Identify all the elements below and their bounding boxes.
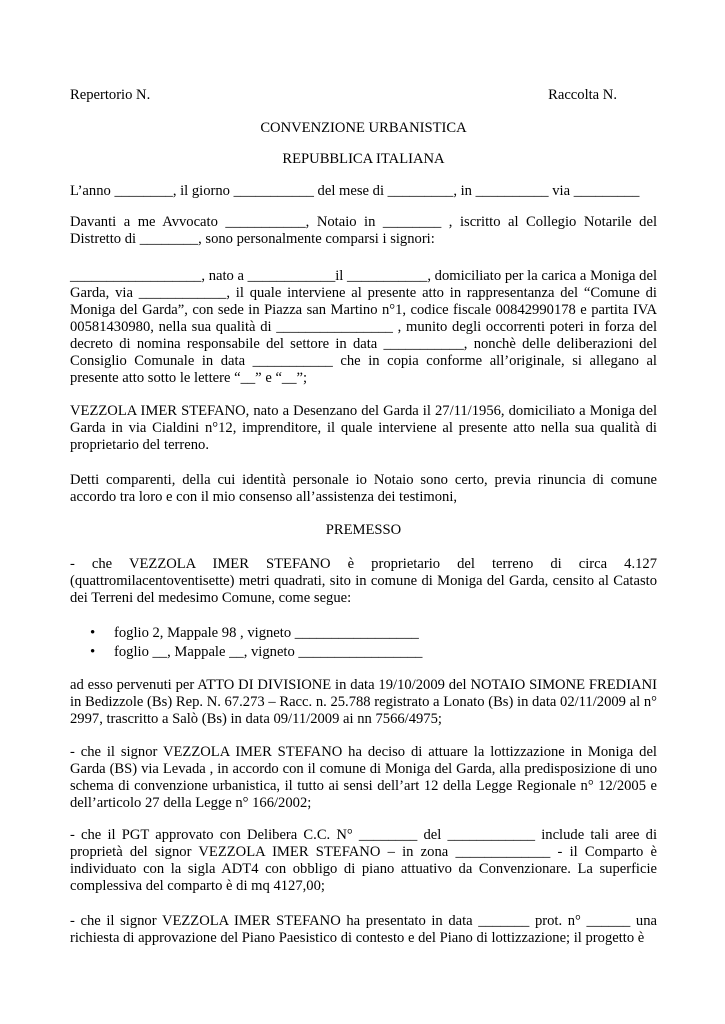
provenance-paragraph: ad esso pervenuti per ATTO DI DIVISIONE in data 19/10/2009 del NOTAIO SIMONE FREDIANI in Bedizzole (Bs) Rep. N. 67.273 – Racc. n. 25.788 registrato a Lonato (Bs) in data 02/11/2009 al n° 2997, trascritto a Salò (Bs) in data 09/11/2009 ai nn 7566/4975; [70, 677, 657, 727]
document-title: CONVENZIONE URBANISTICA [260, 120, 467, 136]
premise1-paragraph: - che VEZZOLA IMER STEFANO è proprietario del terreno di circa 4.127 (quattromilacentoventisette) metri quadrati, sito in comune di Moniga del Garda, censito al Catasto dei Terreni del medesimo Comune, come segue: [70, 556, 657, 606]
premesso-heading: PREMESSO [325, 522, 402, 538]
parcel-text: foglio 2, Mappale 98 , vigneto _________________ [114, 625, 419, 641]
document-header [70, 87, 657, 104]
repertorio-label: Repertorio N. [70, 87, 151, 103]
premise2-paragraph: - che il signor VEZZOLA IMER STEFANO ha deciso di attuare la lottizzazione in Moniga del Garda (BS) via Levada , in accordo con il comune di Moniga del Garda, alla predisposizione di uno schema di convenzione urbanistica, il tutto ai sensi dell’art 12 della Legge Regionale n° 12/2005 e dell’articolo 27 della Legge n° 166/2002; [70, 744, 657, 811]
parcel-text: foglio __, Mappale __, vigneto _________________ [114, 644, 423, 660]
party2-paragraph: VEZZOLA IMER STEFANO, nato a Desenzano del Garda il 27/11/1956, domiciliato a Moniga del Garda in via Cialdini n°12, imprenditore, il quale interviene al presente atto nella sua qualità di proprietario del terreno. [70, 403, 657, 453]
document-page [70, 0, 657, 1024]
premise3-paragraph: - che il PGT approvato con Delibera C.C. N° ________ del ____________ include tali aree di proprietà del signor VEZZOLA IMER STEFANO – in zona _____________ - il Comparto è individuato con la sigla ADT4 con obbligo di piano attuativo da Convenzionare. La superficie complessiva del comparto è di mq 4127,00; [70, 827, 657, 894]
party1-paragraph: __________________, nato a ____________il ___________, domiciliato per la carica a Moniga del Garda, via ____________, il quale interviene al presente atto in rappresentanza del “Comune di Moniga del Garda”, con sede in Piazza san Martino n°1, codice fiscale 00842990178 e partita IVA 00581430980, nella sua qualità di ________________ , munito degli occorrenti poteri in forza del decreto di nomina responsabile del settore in data ___________, nonchè delle deliberazioni del Consiglio Comunale in data ___________ che in copia conforme all’originale, si allegano al presente atto sotto le lettere “__” e “__”; [70, 268, 657, 386]
parcel-list [90, 624, 422, 662]
raccolta-label: Raccolta N. [548, 87, 617, 103]
notary-paragraph: Davanti a me Avvocato ___________, Notaio in ________ , iscritto al Collegio Notarile del Distretto di ________, sono personalmente comparsi i signori: [70, 214, 657, 247]
document-subtitle: REPUBBLICA ITALIANA [282, 151, 445, 167]
bullet-icon: • [90, 644, 96, 660]
list-item [90, 643, 422, 662]
bullet-icon: • [90, 625, 96, 641]
list-item [90, 624, 422, 643]
identity-paragraph: Detti comparenti, della cui identità personale io Notaio sono certo, previa rinuncia di comune accordo tra loro e con il mio consenso all’assistenza dei testimoni, [70, 472, 657, 505]
intro-line: L’anno ________, il giorno ___________ del mese di _________, in __________ via _________ [70, 183, 640, 199]
premise4-paragraph: - che il signor VEZZOLA IMER STEFANO ha presentato in data _______ prot. n° ______ una richiesta di approvazione del Piano Paesistico di contesto e del Piano di lottizzazione; il progetto è [70, 913, 657, 946]
